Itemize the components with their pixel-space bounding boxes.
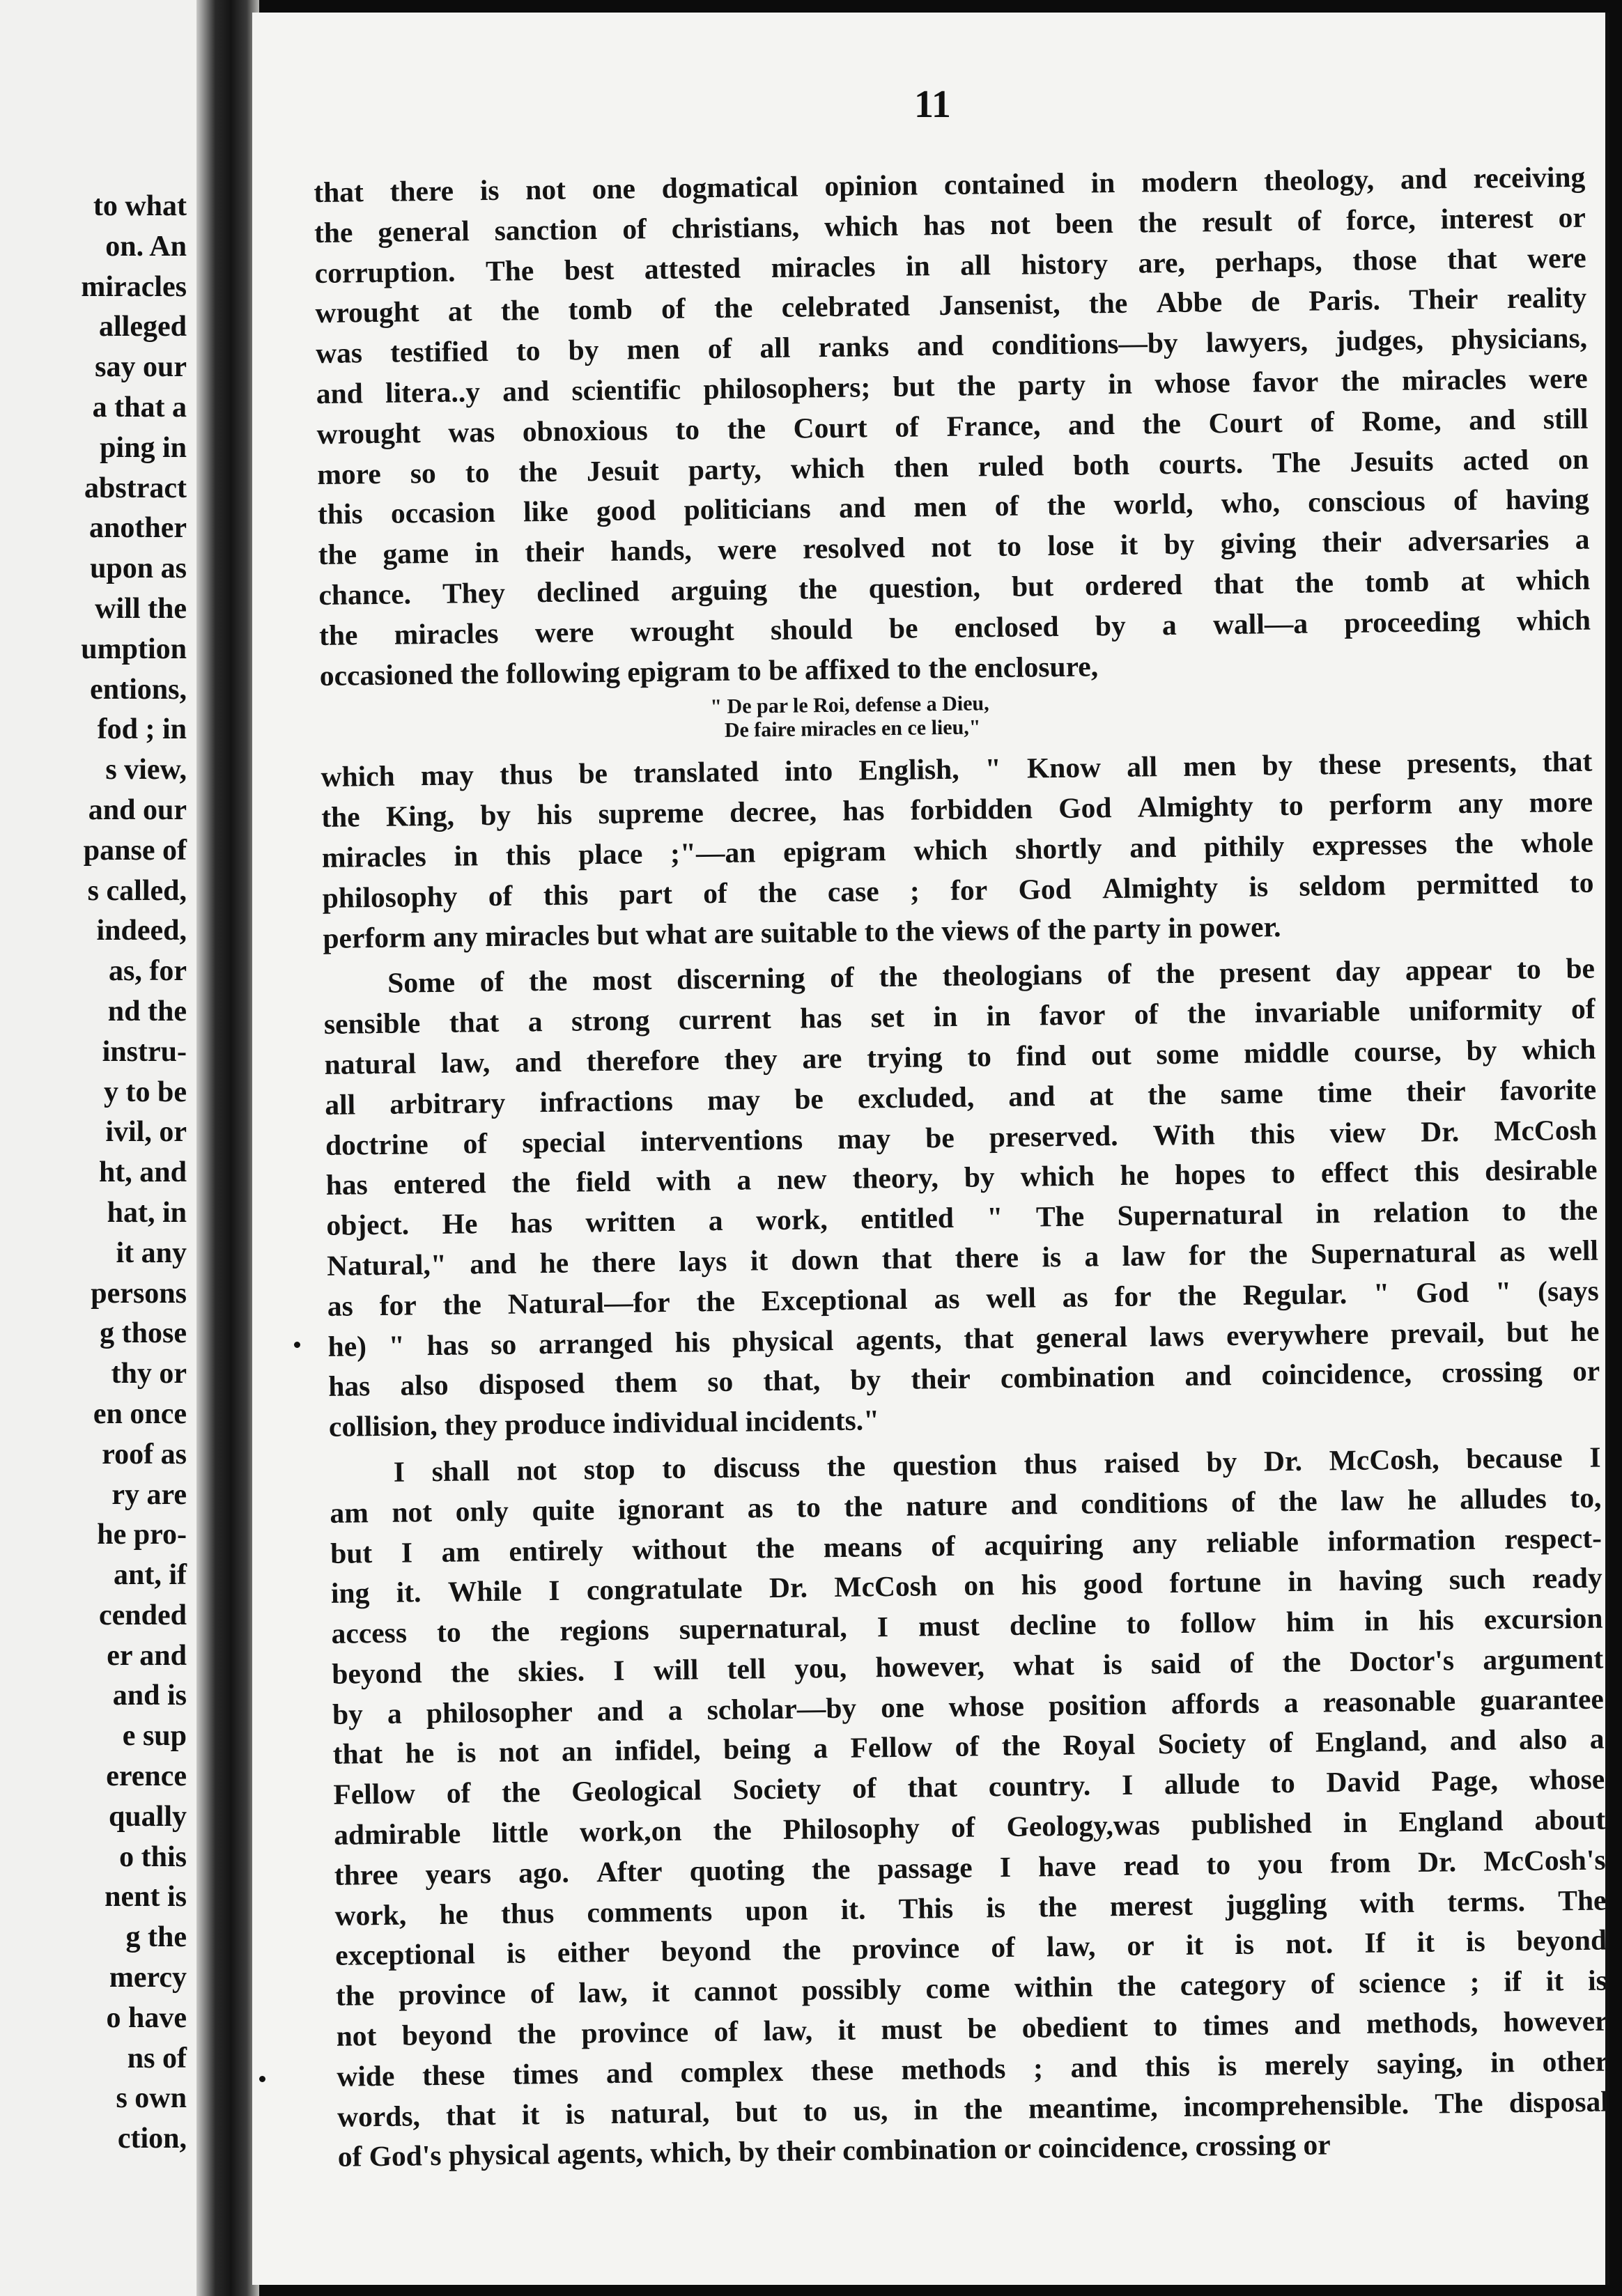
left-page-line: it any <box>116 1236 187 1269</box>
left-page-text-fragments <box>81 187 187 2159</box>
text-line: the province of law, it cannot possibly come within the category of science ; if it is <box>335 1964 1607 2012</box>
left-page-line: indeed, <box>96 915 187 947</box>
paragraph-3 <box>323 949 1600 1448</box>
left-page-line: on. An <box>105 230 187 263</box>
verse-line-2: De faire miracles en ce lieu," <box>724 715 981 743</box>
left-page-line: e sup <box>122 1720 187 1753</box>
text-line: that he is not an infidel, being a Fellow of the Royal Society of England, and also a <box>332 1723 1605 1771</box>
left-page-line: s own <box>116 2082 187 2115</box>
text-line: I shall not stop to discuss the question thus raised by Dr. McCosh, because I <box>393 1441 1601 1488</box>
left-page-line: fod ; in <box>97 713 187 746</box>
text-line: miracles in this place ;"—an epigram which shortly and pithily expresses the whole <box>321 825 1594 874</box>
text-line: by a philosopher and a scholar—by one whose position affords a reasonable guarantee <box>332 1682 1605 1730</box>
text-line: three years ago. After quoting the passage I have read to you from Dr. McCosh's <box>334 1843 1606 1891</box>
text-line: of God's physical agents, which, by their combination or coincidence, crossing or <box>337 2128 1331 2173</box>
paragraph-1 <box>314 157 1591 697</box>
text-line: not beyond the province of law, it must be obedient to times and methods, however <box>336 2004 1608 2052</box>
text-line: access to the regions supernatural, I must decline to follow him in his excursion <box>331 1601 1603 1650</box>
left-page-line: persons <box>91 1277 187 1310</box>
left-page-line: ping in <box>100 431 187 464</box>
text-line: natural law, and therefore they are trying to find out some middle course, by which <box>324 1032 1596 1080</box>
text-line: the miracles were wrought should be enclosed by a wall—a proceeding which <box>318 603 1591 651</box>
left-page-line: entions, <box>90 673 187 706</box>
left-page-line: he pro- <box>97 1519 187 1551</box>
left-page-line: and our <box>88 793 187 826</box>
left-page-line: s view, <box>105 754 187 786</box>
text-line: that there is not one dogmatical opinion contained in modern theology, and receiving <box>314 160 1586 208</box>
text-line: Fellow of the Geological Society of that country. I allude to David Page, whose <box>333 1762 1605 1811</box>
epigram-verse <box>320 685 1592 747</box>
text-line: this occasion like good politicians and men of the world, who, conscious of having <box>317 483 1590 531</box>
left-page-line: o have <box>106 2001 187 2034</box>
text-line: admirable little work,on the Philosophy of Geology,was published in England about <box>333 1803 1606 1851</box>
left-page-line: ction, <box>117 2123 187 2155</box>
text-line: words, that it is natural, but to us, in the meantime, incomprehensible. The disposal <box>337 2085 1609 2133</box>
page-number: 11 <box>914 83 951 126</box>
text-line: but I am entirely without the means of acquiring any reliable information respect- <box>330 1521 1602 1569</box>
text-line: sensible that a strong current has set in in favor of the invariable uniformity of <box>323 992 1596 1041</box>
text-line: occasioned the following epigram to be affixed to the enclosure, <box>319 649 1099 692</box>
left-page-line: cended <box>99 1599 187 1631</box>
text-line: am not only quite ignorant as to the nature and conditions of the law he alludes to, <box>330 1481 1602 1529</box>
text-line: Some of the most discerning of the theologians of the present day appear to be <box>387 952 1596 1000</box>
left-page-line: another <box>89 512 187 545</box>
left-page-line: a that a <box>92 391 187 424</box>
left-page-line: nd the <box>107 995 187 1027</box>
left-page-line: say our <box>95 351 187 384</box>
text-line: and litera..y and scientific philosophers; but the party in whose favor the miracles were <box>316 362 1588 410</box>
paragraph-2 <box>320 742 1594 959</box>
left-page-line: ry are <box>111 1478 187 1511</box>
text-line: beyond the skies. I will tell you, however, what is said of the Doctor's argument <box>332 1642 1604 1690</box>
text-line: Natural," and he there lays it down that there is a law for the Supernatural as well <box>326 1234 1599 1282</box>
text-line: chance. They declined arguing the question, but ordered that the tomb at which <box>318 563 1591 611</box>
left-page-line: umption <box>81 633 187 665</box>
text-line: more so to the Jesuit party, which then ruled both courts. The Jesuits acted on <box>317 442 1589 490</box>
page-body <box>314 157 1609 2178</box>
left-page-line: hat, in <box>107 1196 187 1229</box>
left-page-line: panse of <box>83 834 187 867</box>
margin-speck <box>294 1342 300 1348</box>
left-page-line: er and <box>107 1639 187 1672</box>
text-line: he) " has so arranged his physical agents, that general laws everywhere prevail, but he <box>327 1314 1600 1363</box>
text-line: the King, by his supreme decree, has forbidden God Almighty to perform any more <box>321 785 1593 834</box>
right-page <box>252 13 1609 2285</box>
left-page-line: s called, <box>87 874 187 907</box>
left-page-line: miracles <box>81 270 187 303</box>
text-line: wrought was obnoxious to the Court of France, and the Court of Rome, and still <box>316 402 1589 450</box>
text-line: object. He has written a work, entitled " The Supernatural in relation to the <box>326 1193 1598 1242</box>
text-line: ing it. While I congratulate Dr. McCosh on his good fortune in having such ready <box>330 1561 1602 1610</box>
left-facing-page <box>0 0 202 2296</box>
left-page-line: alleged <box>99 311 187 343</box>
left-page-line: g those <box>100 1317 187 1350</box>
text-line: wrought at the tomb of the celebrated Jansenist, the Abbe de Paris. Their reality <box>315 281 1587 329</box>
left-page-line: ant, if <box>114 1559 187 1592</box>
text-line: as for the Natural—for the Exceptional as well as for the Regular. " God " (says <box>327 1274 1599 1322</box>
left-page-line: abstract <box>84 472 187 504</box>
text-line: has also disposed them so that, by their combination and coincidence, crossing or <box>328 1354 1600 1403</box>
left-page-line: roof as <box>102 1438 187 1471</box>
left-page-line: y to be <box>104 1076 187 1108</box>
left-page-line: upon as <box>90 552 187 585</box>
text-line: exceptional is either beyond the province of law, or it is not. If it is beyond <box>334 1923 1607 1972</box>
left-page-line: to what <box>93 190 187 222</box>
text-line: corruption. The best attested miracles in all history are, perhaps, those that were <box>314 241 1586 289</box>
left-page-line: ivil, or <box>105 1116 187 1149</box>
left-page-line: thy or <box>111 1358 187 1390</box>
text-line: doctrine of special interventions may be preserved. With this view Dr. McCosh <box>325 1113 1598 1161</box>
left-page-line: nent is <box>105 1881 187 1914</box>
text-line: which may thus be translated into English, " Know all men by these presents, that <box>320 745 1593 793</box>
left-page-line: as, for <box>109 955 187 988</box>
left-page-line: qually <box>108 1800 187 1833</box>
book-gutter <box>196 0 259 2296</box>
verse-line-1: " De par le Roi, defense a Dieu, <box>710 692 989 719</box>
text-line: the game in their hands, were resolved not to lose it by giving their adversaries a <box>318 522 1590 571</box>
left-page-line: g the <box>125 1921 187 1954</box>
left-page-line: ht, and <box>98 1156 187 1189</box>
text-line: perform any miracles but what are suitable to the views of the party in power. <box>323 910 1281 954</box>
text-line: collision, they produce individual incidents." <box>328 1404 880 1443</box>
left-page-line: instru- <box>102 1035 187 1068</box>
left-page-line: will the <box>95 592 187 625</box>
text-line: all arbitrary infractions may be excluded, and at the same time their favorite <box>325 1073 1597 1121</box>
text-line: the general sanction of christians, which has not been the result of force, interest or <box>314 201 1586 249</box>
left-page-line: mercy <box>109 1962 187 1994</box>
paragraph-4 <box>329 1437 1609 2178</box>
text-line: wide these times and complex these methods ; and this is merely saying, in other <box>337 2045 1609 2093</box>
text-line: philosophy of this part of the case ; for God Almighty is seldom permitted to <box>322 866 1594 914</box>
left-page-line: erence <box>106 1760 187 1793</box>
margin-speck <box>259 2076 265 2082</box>
left-page-line: en once <box>93 1397 187 1430</box>
text-line: was testified to by men of all ranks and conditions—by lawyers, judges, physicians, <box>315 321 1588 370</box>
left-page-line: ns of <box>127 2042 187 2074</box>
left-page-line: and is <box>112 1680 187 1712</box>
text-line: has entered the field with a new theory, by which he hopes to effect this desirable <box>325 1153 1598 1202</box>
left-page-line: o this <box>119 1840 187 1873</box>
text-line: work, he thus comments upon it. This is the merest juggling with terms. The <box>334 1884 1607 1932</box>
